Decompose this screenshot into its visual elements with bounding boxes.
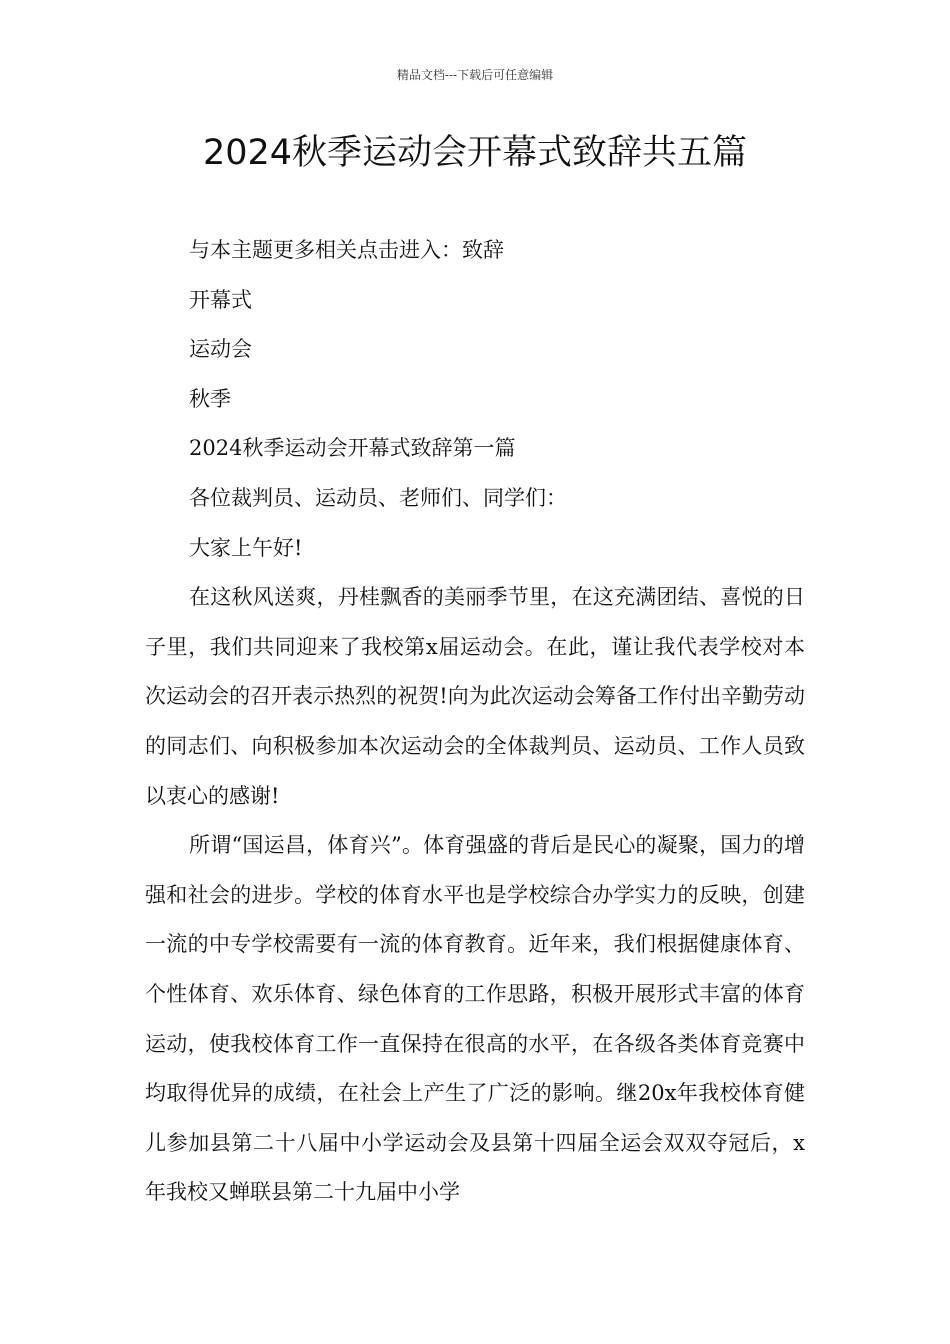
document-title: 2024秋季运动会开幕式致辞共五篇 [202,133,748,173]
header-note: 精品文档---下载后可任意编辑 [396,68,554,82]
keyword-autumn: 秋季 [189,386,231,411]
keyword-sports-meet: 运动会 [189,337,252,362]
body-paragraph: 所谓“国运昌，体育兴”。体育强盛的背后是民心的凝聚，国力的增强和社会的进步。学校的体育水平也是学校综合办学实力的反映，创建一流的中专学校需要有一流的体育教育。近年来，我们根据健康体育、个性体育、欢乐体育、绿色体育的工作思路，积极开展形式丰富的体育运动，使我校体育工作一直保持在很高的水平，在各级各类体育竞赛中均取得优异的成绩，在社会上产生了广泛的影响。继20x年我校体育健儿参加县第二十八届中小学运动会及县第十四届全运会双双夺冠后，x年我校又蝉联县第二十九届中小学 [145,833,805,1205]
body-paragraph: 在这秋风送爽，丹桂飘香的美丽季节里，在这充满团结、喜悦的日子里，我们共同迎来了我校第x届运动会。在此，谨让我代表学校对本次运动会的召开表示热烈的祝贺!向为此次运动会筹备工作付出辛勤劳动的同志们、向积极参加本次运动会的全体裁判员、运动员、工作人员致以衷心的感谢! [145,585,805,808]
section-heading-first: 2024秋季运动会开幕式致辞第一篇 [189,436,516,461]
related-topics-line: 与本主题更多相关点击进入：致辞 [189,238,504,262]
salutation: 各位裁判员、运动员、老师们、同学们： [189,485,567,510]
keyword-opening-ceremony: 开幕式 [189,287,252,312]
document-body [145,226,805,1218]
greeting: 大家上午好! [189,535,303,560]
